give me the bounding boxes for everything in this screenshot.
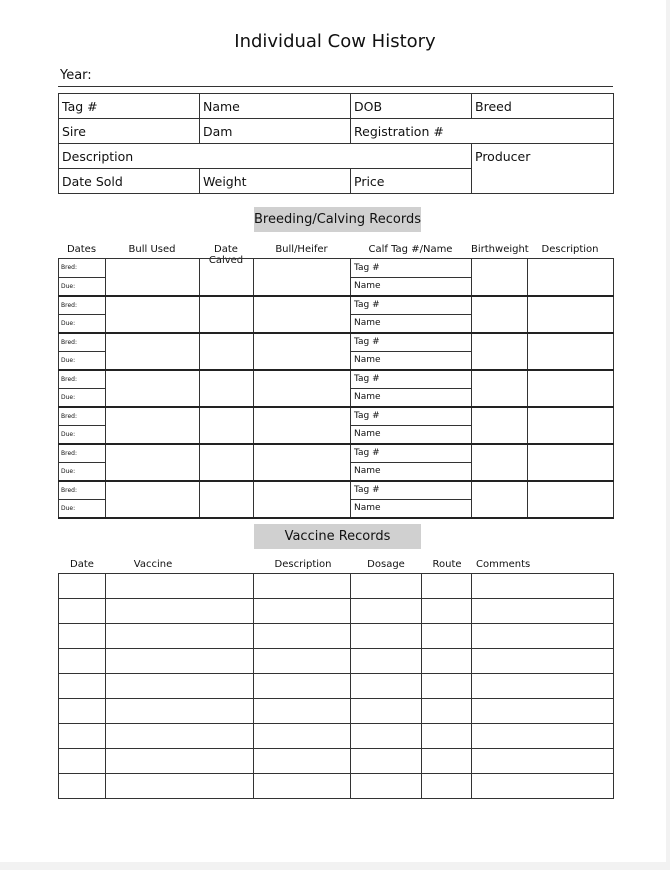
- description-field[interactable]: Description: [59, 144, 472, 169]
- calf-name-field[interactable]: Name: [351, 499, 472, 518]
- vaccine-row: [59, 649, 614, 674]
- calf-name-field[interactable]: Name: [351, 425, 472, 444]
- vaccine-row: [59, 774, 614, 799]
- calf-tag-field[interactable]: Tag #: [351, 333, 472, 352]
- vaccine-description-cell[interactable]: [254, 749, 351, 774]
- date-sold-field[interactable]: Date Sold: [59, 169, 200, 194]
- bull-heifer-cell[interactable]: [254, 481, 351, 518]
- vaccine-description-cell[interactable]: [254, 724, 351, 749]
- due-date-field[interactable]: Due:: [59, 314, 106, 333]
- breeding-header: Birthweight: [471, 244, 529, 255]
- vaccine-date-cell[interactable]: [59, 774, 106, 799]
- vaccine-description-cell[interactable]: [254, 699, 351, 724]
- vaccine-description-cell[interactable]: [254, 649, 351, 674]
- bull-used-cell[interactable]: [106, 259, 200, 296]
- name-field[interactable]: Name: [200, 94, 351, 119]
- vaccine-dosage-cell[interactable]: [351, 699, 422, 724]
- vaccine-vaccine-cell[interactable]: [106, 699, 254, 724]
- vaccine-route-cell[interactable]: [422, 724, 472, 749]
- breeding-header: Description: [541, 244, 599, 255]
- bred-date-field[interactable]: Bred:: [59, 481, 106, 500]
- calf-name-field[interactable]: Name: [351, 314, 472, 333]
- birthweight-cell[interactable]: [472, 370, 528, 407]
- bred-date-field[interactable]: Bred:: [59, 296, 106, 315]
- bull-used-cell[interactable]: [106, 333, 200, 370]
- vaccine-vaccine-cell[interactable]: [106, 724, 254, 749]
- vaccine-header: Comments: [476, 559, 531, 570]
- vaccine-dosage-cell[interactable]: [351, 624, 422, 649]
- birthweight-cell[interactable]: [472, 259, 528, 296]
- bred-date-field[interactable]: Bred:: [59, 259, 106, 278]
- vaccine-dosage-cell[interactable]: [351, 674, 422, 699]
- due-date-field[interactable]: Due:: [59, 425, 106, 444]
- bull-heifer-cell[interactable]: [254, 296, 351, 333]
- bred-date-field[interactable]: Bred:: [59, 444, 106, 463]
- vaccine-row: [59, 724, 614, 749]
- due-date-field[interactable]: Due:: [59, 388, 106, 407]
- vaccine-route-cell[interactable]: [422, 649, 472, 674]
- calf-description-cell[interactable]: [528, 481, 614, 518]
- dob-field[interactable]: DOB: [351, 94, 472, 119]
- vaccine-dosage-cell[interactable]: [351, 599, 422, 624]
- vaccine-comments-cell[interactable]: [472, 724, 614, 749]
- vaccine-description-cell[interactable]: [254, 624, 351, 649]
- breeding-header: Bull Used: [128, 244, 176, 255]
- vaccine-route-cell[interactable]: [422, 624, 472, 649]
- vaccine-date-cell[interactable]: [59, 599, 106, 624]
- vaccine-dosage-cell[interactable]: [351, 749, 422, 774]
- calf-tag-field[interactable]: Tag #: [351, 259, 472, 278]
- bull-heifer-cell[interactable]: [254, 370, 351, 407]
- date-calved-cell[interactable]: [200, 407, 254, 444]
- vaccine-route-cell[interactable]: [422, 574, 472, 599]
- vaccine-date-cell[interactable]: [59, 649, 106, 674]
- calf-tag-field[interactable]: Tag #: [351, 407, 472, 426]
- date-calved-cell[interactable]: [200, 333, 254, 370]
- vaccine-date-cell[interactable]: [59, 674, 106, 699]
- bull-used-cell[interactable]: [106, 296, 200, 333]
- vaccine-route-cell[interactable]: [422, 774, 472, 799]
- breeding-section-title: Breeding/Calving Records: [254, 207, 421, 232]
- breeding-table: [58, 258, 614, 519]
- vaccine-date-cell[interactable]: [59, 749, 106, 774]
- vaccine-description-cell[interactable]: [254, 774, 351, 799]
- vaccine-dosage-cell[interactable]: [351, 649, 422, 674]
- vaccine-header: Vaccine: [133, 559, 173, 570]
- bull-used-cell[interactable]: [106, 370, 200, 407]
- due-date-field[interactable]: Due:: [59, 462, 106, 481]
- calf-tag-field[interactable]: Tag #: [351, 444, 472, 463]
- vaccine-vaccine-cell[interactable]: [106, 774, 254, 799]
- weight-field[interactable]: Weight: [200, 169, 351, 194]
- producer-field[interactable]: Producer: [472, 144, 614, 194]
- price-field[interactable]: Price: [351, 169, 472, 194]
- vaccine-date-cell[interactable]: [59, 624, 106, 649]
- vaccine-vaccine-cell[interactable]: [106, 624, 254, 649]
- bull-used-cell[interactable]: [106, 444, 200, 481]
- bull-heifer-cell[interactable]: [254, 444, 351, 481]
- vaccine-comments-cell[interactable]: [472, 749, 614, 774]
- birthweight-cell[interactable]: [472, 296, 528, 333]
- calf-description-cell[interactable]: [528, 407, 614, 444]
- breeding-header: Bull/Heifer: [275, 244, 328, 255]
- date-calved-cell[interactable]: [200, 444, 254, 481]
- vaccine-vaccine-cell[interactable]: [106, 599, 254, 624]
- calf-name-field[interactable]: Name: [351, 388, 472, 407]
- vaccine-section-title: Vaccine Records: [254, 524, 421, 549]
- calf-name-field[interactable]: Name: [351, 462, 472, 481]
- vaccine-description-cell[interactable]: [254, 599, 351, 624]
- vaccine-vaccine-cell[interactable]: [106, 649, 254, 674]
- vaccine-route-cell[interactable]: [422, 599, 472, 624]
- vaccine-row: [59, 624, 614, 649]
- calf-description-cell[interactable]: [528, 259, 614, 296]
- calf-description-cell[interactable]: [528, 333, 614, 370]
- vaccine-header: Date: [70, 559, 94, 570]
- calf-name-field[interactable]: Name: [351, 351, 472, 370]
- vaccine-dosage-cell[interactable]: [351, 774, 422, 799]
- vaccine-comments-cell[interactable]: [472, 699, 614, 724]
- vaccine-row: [59, 599, 614, 624]
- vaccine-route-cell[interactable]: [422, 674, 472, 699]
- breeding-header: Dates: [66, 244, 97, 255]
- page-title: Individual Cow History: [234, 31, 436, 52]
- bred-date-field[interactable]: Bred:: [59, 407, 106, 426]
- vaccine-header: Description: [274, 559, 332, 570]
- vaccine-row: [59, 674, 614, 699]
- vaccine-date-cell[interactable]: [59, 699, 106, 724]
- vaccine-header: Route: [432, 559, 462, 570]
- tag-field[interactable]: Tag #: [59, 94, 200, 119]
- sire-field[interactable]: Sire: [59, 119, 200, 144]
- calf-tag-field[interactable]: Tag #: [351, 481, 472, 500]
- bull-used-cell[interactable]: [106, 407, 200, 444]
- breeding-header: Date Calved: [208, 244, 244, 266]
- vaccine-comments-cell[interactable]: [472, 574, 614, 599]
- vaccine-date-cell[interactable]: [59, 574, 106, 599]
- birthweight-cell[interactable]: [472, 333, 528, 370]
- due-date-field[interactable]: Due:: [59, 277, 106, 296]
- vaccine-dosage-cell[interactable]: [351, 724, 422, 749]
- vaccine-vaccine-cell[interactable]: [106, 749, 254, 774]
- vaccine-vaccine-cell[interactable]: [106, 674, 254, 699]
- vaccine-description-cell[interactable]: [254, 574, 351, 599]
- vaccine-row: [59, 699, 614, 724]
- calf-description-cell[interactable]: [528, 296, 614, 333]
- vaccine-header: Dosage: [367, 559, 405, 570]
- bull-heifer-cell[interactable]: [254, 333, 351, 370]
- calf-name-field[interactable]: Name: [351, 277, 472, 296]
- breeding-header: Calf Tag #/Name: [368, 244, 453, 255]
- bull-heifer-cell[interactable]: [254, 407, 351, 444]
- dam-field[interactable]: Dam: [200, 119, 351, 144]
- calf-tag-field[interactable]: Tag #: [351, 370, 472, 389]
- vaccine-vaccine-cell[interactable]: [106, 574, 254, 599]
- bred-date-field[interactable]: Bred:: [59, 370, 106, 389]
- vaccine-comments-cell[interactable]: [472, 624, 614, 649]
- vaccine-row: [59, 749, 614, 774]
- birthweight-cell[interactable]: [472, 444, 528, 481]
- year-label: Year:: [60, 68, 92, 83]
- birthweight-cell[interactable]: [472, 407, 528, 444]
- vaccine-route-cell[interactable]: [422, 749, 472, 774]
- vaccine-comments-cell[interactable]: [472, 674, 614, 699]
- vaccine-row: [59, 574, 614, 599]
- date-calved-cell[interactable]: [200, 481, 254, 518]
- birthweight-cell[interactable]: [472, 481, 528, 518]
- vaccine-date-cell[interactable]: [59, 724, 106, 749]
- vaccine-route-cell[interactable]: [422, 699, 472, 724]
- vaccine-comments-cell[interactable]: [472, 649, 614, 674]
- vaccine-description-cell[interactable]: [254, 674, 351, 699]
- date-calved-cell[interactable]: [200, 296, 254, 333]
- date-calved-cell[interactable]: [200, 259, 254, 296]
- bred-date-field[interactable]: Bred:: [59, 333, 106, 352]
- calf-description-cell[interactable]: [528, 370, 614, 407]
- due-date-field[interactable]: Due:: [59, 499, 106, 518]
- calf-tag-field[interactable]: Tag #: [351, 296, 472, 315]
- calf-description-cell[interactable]: [528, 444, 614, 481]
- registration-field[interactable]: Registration #: [351, 119, 614, 144]
- vaccine-table: [58, 573, 614, 799]
- bull-used-cell[interactable]: [106, 481, 200, 518]
- cow-info-table: [58, 93, 614, 194]
- vaccine-comments-cell[interactable]: [472, 599, 614, 624]
- vaccine-dosage-cell[interactable]: [351, 574, 422, 599]
- date-calved-cell[interactable]: [200, 370, 254, 407]
- bull-heifer-cell[interactable]: [254, 259, 351, 296]
- vaccine-comments-cell[interactable]: [472, 774, 614, 799]
- due-date-field[interactable]: Due:: [59, 351, 106, 370]
- breed-field[interactable]: Breed: [472, 94, 614, 119]
- year-field[interactable]: [58, 86, 613, 87]
